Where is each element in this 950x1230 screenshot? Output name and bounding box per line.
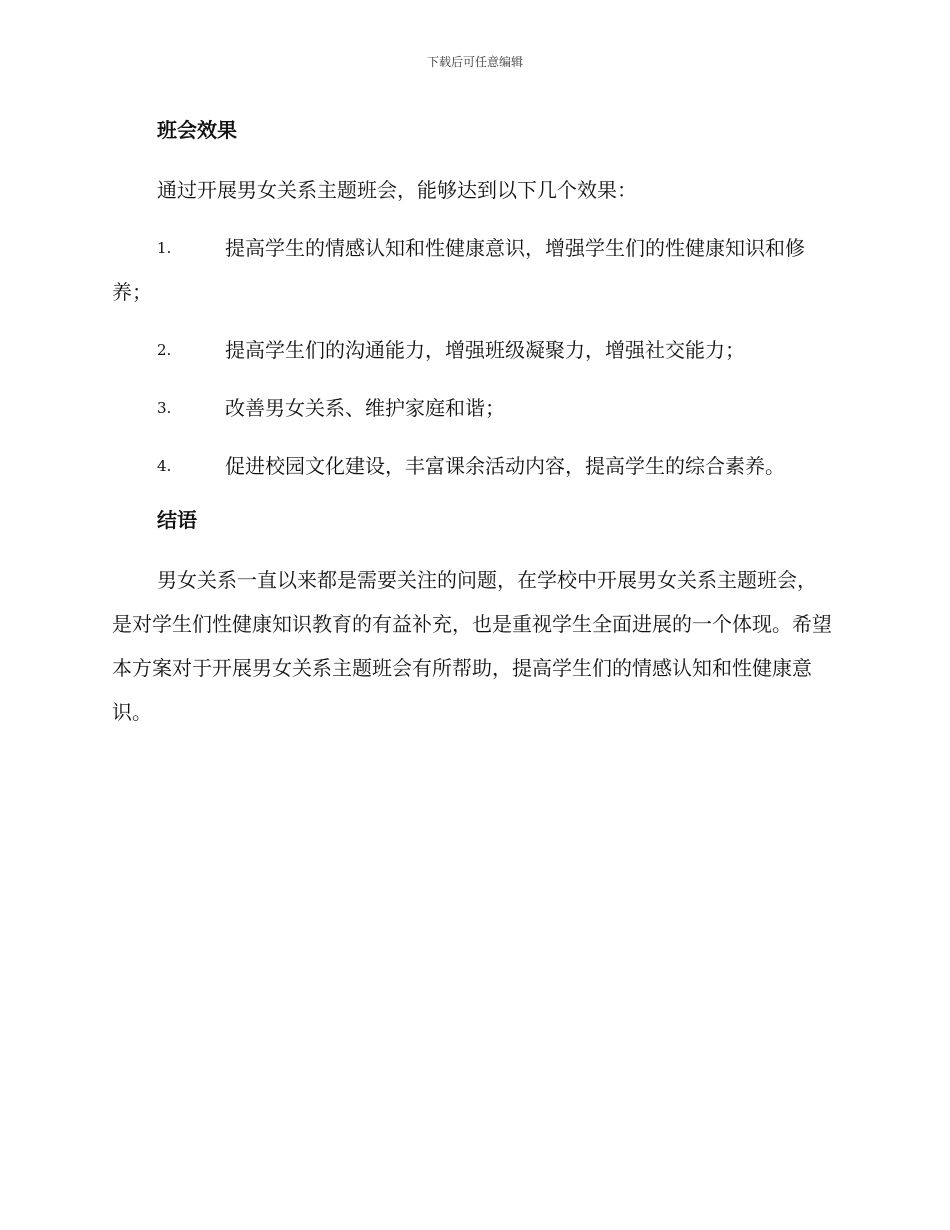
page-header-note: 下载后可任意编辑 bbox=[426, 55, 523, 69]
conclusion-paragraph: 男女关系一直以来都是需要关注的问题，在学校中开展男女关系主题班会，是对学生们性健康知识教育的有益补充，也是重视学生全面进展的一个体现。希望本方案对于开展男女关系主题班会有所帮助，提高学生们的情感认知和性健康意识。 bbox=[112, 568, 832, 724]
list-item bbox=[112, 226, 836, 314]
list-item-text: 提高学生们的沟通能力，增强班级凝聚力，增强社交能力； bbox=[225, 338, 745, 362]
list-item bbox=[112, 386, 836, 430]
list-item-number: 2. bbox=[157, 341, 172, 359]
section-title-conclusion: 结语 bbox=[157, 508, 197, 532]
effect-intro: 通过开展男女关系主题班会，能够达到以下几个效果： bbox=[157, 178, 637, 202]
list-item-number: 3. bbox=[157, 399, 172, 417]
list-item-text: 改善男女关系、维护家庭和谐； bbox=[225, 396, 505, 420]
list-item-text: 促进校园文化建设，丰富课余活动内容，提高学生的综合素养。 bbox=[225, 454, 785, 478]
document-body bbox=[112, 112, 836, 734]
list-item-number: 1. bbox=[157, 239, 172, 257]
list-item bbox=[112, 444, 836, 488]
list-item-number: 4. bbox=[157, 457, 172, 475]
section-title-effect: 班会效果 bbox=[157, 118, 237, 142]
effect-list bbox=[112, 226, 836, 488]
list-item bbox=[112, 328, 836, 372]
list-item-text: 提高学生的情感认知和性健康意识，增强学生们的性健康知识和修养； bbox=[112, 236, 805, 304]
